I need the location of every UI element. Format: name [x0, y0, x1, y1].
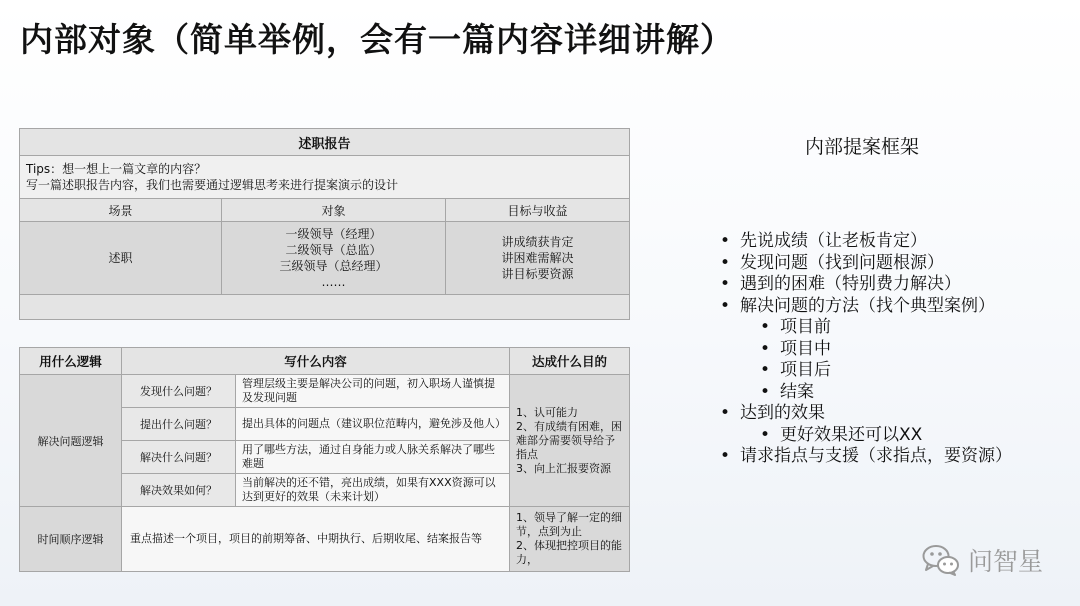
tips-line-2: 写一篇述职报告内容，我们也需要通过逻辑思考来进行提案演示的设计 — [26, 178, 399, 192]
framework-title: 内部提案框架 — [804, 136, 919, 158]
framework-item — [720, 231, 1012, 253]
bullet-icon: • — [720, 403, 731, 423]
scene-cell: 述职 — [20, 222, 222, 295]
question-cell: 提出什么问题？ — [122, 408, 236, 441]
logic-table — [19, 347, 630, 572]
purpose-item: 2、有成绩有困难，困难部分需要领导给予指点 — [516, 419, 623, 461]
goals-cell — [446, 222, 630, 295]
tips-line-1: Tips：想一想上一篇文章的内容？ — [26, 162, 207, 176]
goal-item: 讲成绩获肯定 — [501, 235, 574, 249]
bullet-icon: • — [720, 231, 731, 251]
bullet-icon: • — [720, 252, 731, 273]
framework-item — [720, 360, 1012, 382]
empty-row — [20, 295, 630, 320]
bullet-icon: • — [760, 360, 771, 380]
goal-item: 讲困难需解决 — [501, 251, 574, 265]
bullet-icon: • — [720, 295, 731, 316]
framework-item-text: 项目中 — [780, 338, 831, 359]
logic-time-order: 时间顺序逻辑 — [20, 507, 122, 572]
framework-list — [720, 231, 1012, 468]
framework-item — [720, 382, 1012, 404]
purpose-cell-2 — [510, 507, 630, 572]
objects-cell — [222, 222, 446, 295]
description-cell: 用了哪些方法，通过自身能力或人脉关系解决了哪些难题 — [236, 441, 510, 474]
framework-item-text: 达到的效果 — [740, 403, 825, 423]
question-cell: 发现什么问题？ — [122, 375, 236, 408]
framework-item — [720, 446, 1012, 468]
framework-item-text: 先说成绩（让老板肯定） — [740, 231, 927, 251]
framework-item — [720, 425, 1012, 447]
bullet-icon: • — [760, 381, 771, 402]
framework-item — [720, 253, 1012, 275]
purpose-item: 1、领导了解一定的细节，点到为止 — [516, 511, 623, 538]
header-content: 写什么内容 — [122, 348, 510, 375]
header-logic: 用什么逻辑 — [20, 348, 122, 375]
framework-item-text: 解决问题的方法（找个典型案例） — [740, 295, 995, 316]
purpose-cell-1 — [510, 375, 630, 507]
column-header-object: 对象 — [222, 199, 446, 222]
goal-item: 讲目标要资源 — [501, 267, 574, 281]
logic-problem-solving: 解决问题逻辑 — [20, 375, 122, 507]
framework-item-text: 更好效果还可以XX — [780, 424, 923, 445]
page-title: 内部对象（简单举例，会有一篇内容详细讲解） — [20, 20, 734, 59]
question-cell: 解决效果如何？ — [122, 474, 236, 507]
framework-item-text: 遇到的困难（特别费力解决） — [740, 274, 961, 294]
bullet-icon: • — [720, 446, 731, 466]
purpose-item: 3、向上汇报要资源 — [516, 461, 612, 475]
framework-item — [720, 296, 1012, 318]
time-order-description: 重点描述一个项目，项目的前期筹备、中期执行、后期收尾、结案报告等 — [122, 507, 510, 572]
watermark — [922, 542, 1043, 578]
framework-item — [720, 339, 1012, 361]
column-header-scene: 场景 — [20, 199, 222, 222]
object-item: …… — [321, 275, 346, 289]
bullet-icon: • — [760, 338, 771, 359]
header-purpose: 达成什么目的 — [510, 348, 630, 375]
framework-item — [720, 317, 1012, 339]
bullet-icon: • — [720, 274, 731, 294]
object-item: 三级领导（总经理） — [279, 259, 388, 273]
watermark-text: 问智星 — [968, 547, 1044, 576]
report-table-header: 述职报告 — [20, 129, 630, 156]
wechat-icon — [922, 544, 960, 576]
tips-cell — [20, 156, 630, 199]
framework-item-text: 结案 — [780, 381, 814, 402]
framework-item — [720, 274, 1012, 296]
purpose-item: 1、认可能力 — [516, 405, 579, 419]
bullet-icon: • — [760, 317, 771, 337]
framework-item-text: 请求指点与支援（求指点，要资源） — [740, 446, 1012, 466]
question-cell: 解决什么问题？ — [122, 441, 236, 474]
object-item: 二级领导（总监） — [285, 243, 382, 257]
purpose-item: 2、体现把控项目的能力， — [516, 539, 623, 566]
framework-item-text: 发现问题（找到问题根源） — [740, 252, 944, 273]
object-item: 一级领导（经理） — [285, 227, 382, 241]
framework-item-text: 项目后 — [780, 360, 831, 380]
bullet-icon: • — [760, 424, 771, 445]
column-header-goal: 目标与收益 — [446, 199, 630, 222]
framework-item-text: 项目前 — [780, 317, 831, 337]
description-cell: 管理层级主要是解决公司的问题，初入职场人谨慎提及发现问题 — [236, 375, 510, 408]
description-cell: 提出具体的问题点（建议职位范畴内，避免涉及他人） — [236, 408, 510, 441]
description-cell: 当前解决的还不错，亮出成绩，如果有XXX资源可以达到更好的效果（未来计划） — [236, 474, 510, 507]
framework-item — [720, 403, 1012, 425]
report-table — [19, 128, 630, 320]
